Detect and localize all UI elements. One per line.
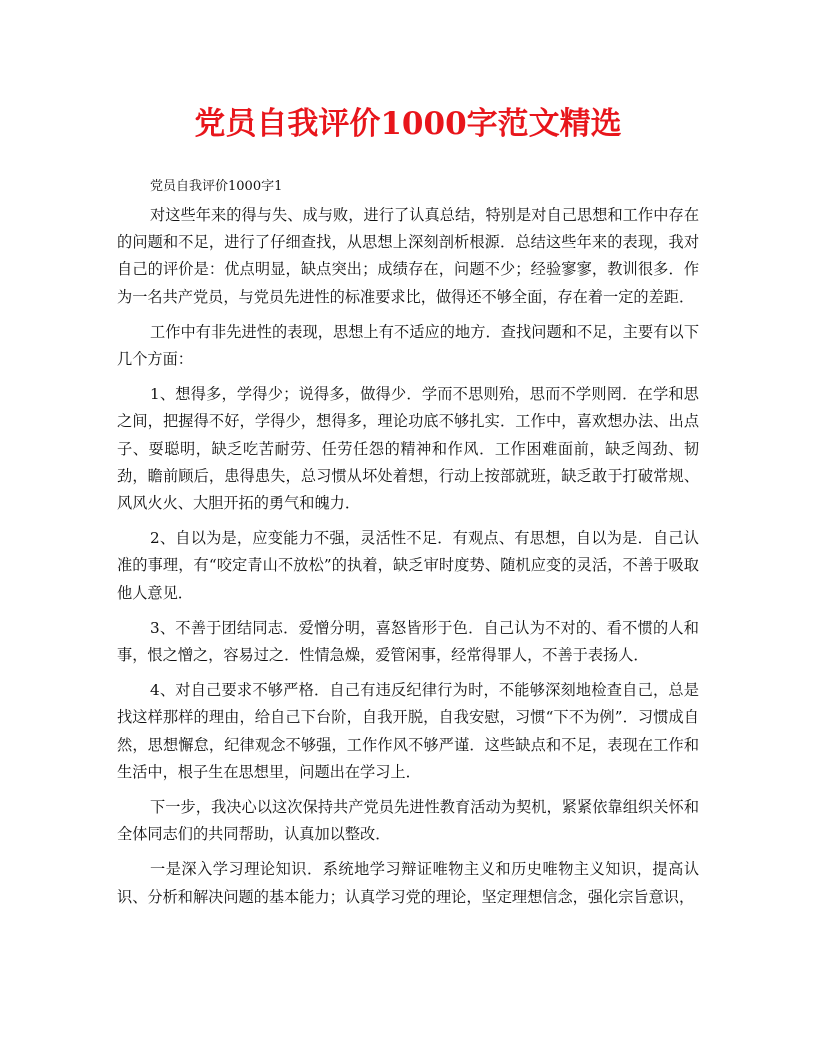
paragraph-5: 3、不善于团结同志．爱憎分明，喜怒皆形于色．自己认为不对的、看不惯的人和事，恨之憎之，容易过之．性情急燥，爱管闲事，经常得罪人，不善于表扬人．	[117, 618, 699, 665]
paragraph-2: 工作中有非先进性的表现，思想上有不适应的地方．查找问题和不足，主要有以下几个方面：	[117, 322, 699, 369]
paragraph-6: 4、对自己要求不够严格．自己有违反纪律行为时，不能够深刻地检查自己，总是找这样那样的理由，给自己下台阶，自我开脱，自我安慰，习惯“下不为例”．习惯成自然，思想懈怠，纪律观念不够强，工作作风不够严谨．这些缺点和不足，表现在工作和生活中，根子生在思想里，问题出在学习上．	[117, 681, 699, 781]
paragraph-1: 对这些年来的得与失、成与败，进行了认真总结，特别是对自己思想和工作中存在的问题和不足，进行了仔细查找，从思想上深刻剖析根源．总结这些年来的表现，我对自己的评价是：优点明显，缺点突出；成绩存在，问题不少；经验寥寥，教训很多．作为一名共产党员，与党员先进性的标准要求比，做得还不够全面，存在着一定的差距．	[117, 206, 699, 306]
document-title: 党员自我评价1000字范文精选	[194, 106, 622, 142]
document-body	[117, 172, 699, 911]
paragraph-4: 2、自以为是，应变能力不强，灵活性不足．有观点、有思想，自以为是．自己认准的事理，有“咬定青山不放松”的执着，缺乏审时度势、随机应变的灵活，不善于吸取他人意见．	[117, 529, 699, 602]
paragraph-3: 1、想得多，学得少；说得多，做得少．学而不思则殆，思而不学则罔．在学和思之间，把握得不好，学得少，想得多，理论功底不够扎实．工作中，喜欢想办法、出点子、耍聪明，缺乏吃苦耐劳、任劳任怨的精神和作风．工作困难面前，缺乏闯劲、韧劲，瞻前顾后，患得患失，总习惯从坏处着想，行动上按部就班，缺乏敢于打破常规、风风火火、大胆开拓的勇气和魄力．	[117, 385, 699, 513]
section-heading: 党员自我评价1000字1	[150, 179, 283, 194]
paragraph-7: 下一步，我决心以这次保持共产党员先进性教育活动为契机，紧紧依靠组织关怀和全体同志们的共同帮助，认真加以整改．	[117, 798, 699, 844]
paragraph-8: 一是深入学习理论知识．系统地学习辩证唯物主义和历史唯物主义知识，提高认识、分析和解决问题的基本能力；认真学习党的理论，坚定理想信念，强化宗旨意识，	[117, 860, 699, 906]
